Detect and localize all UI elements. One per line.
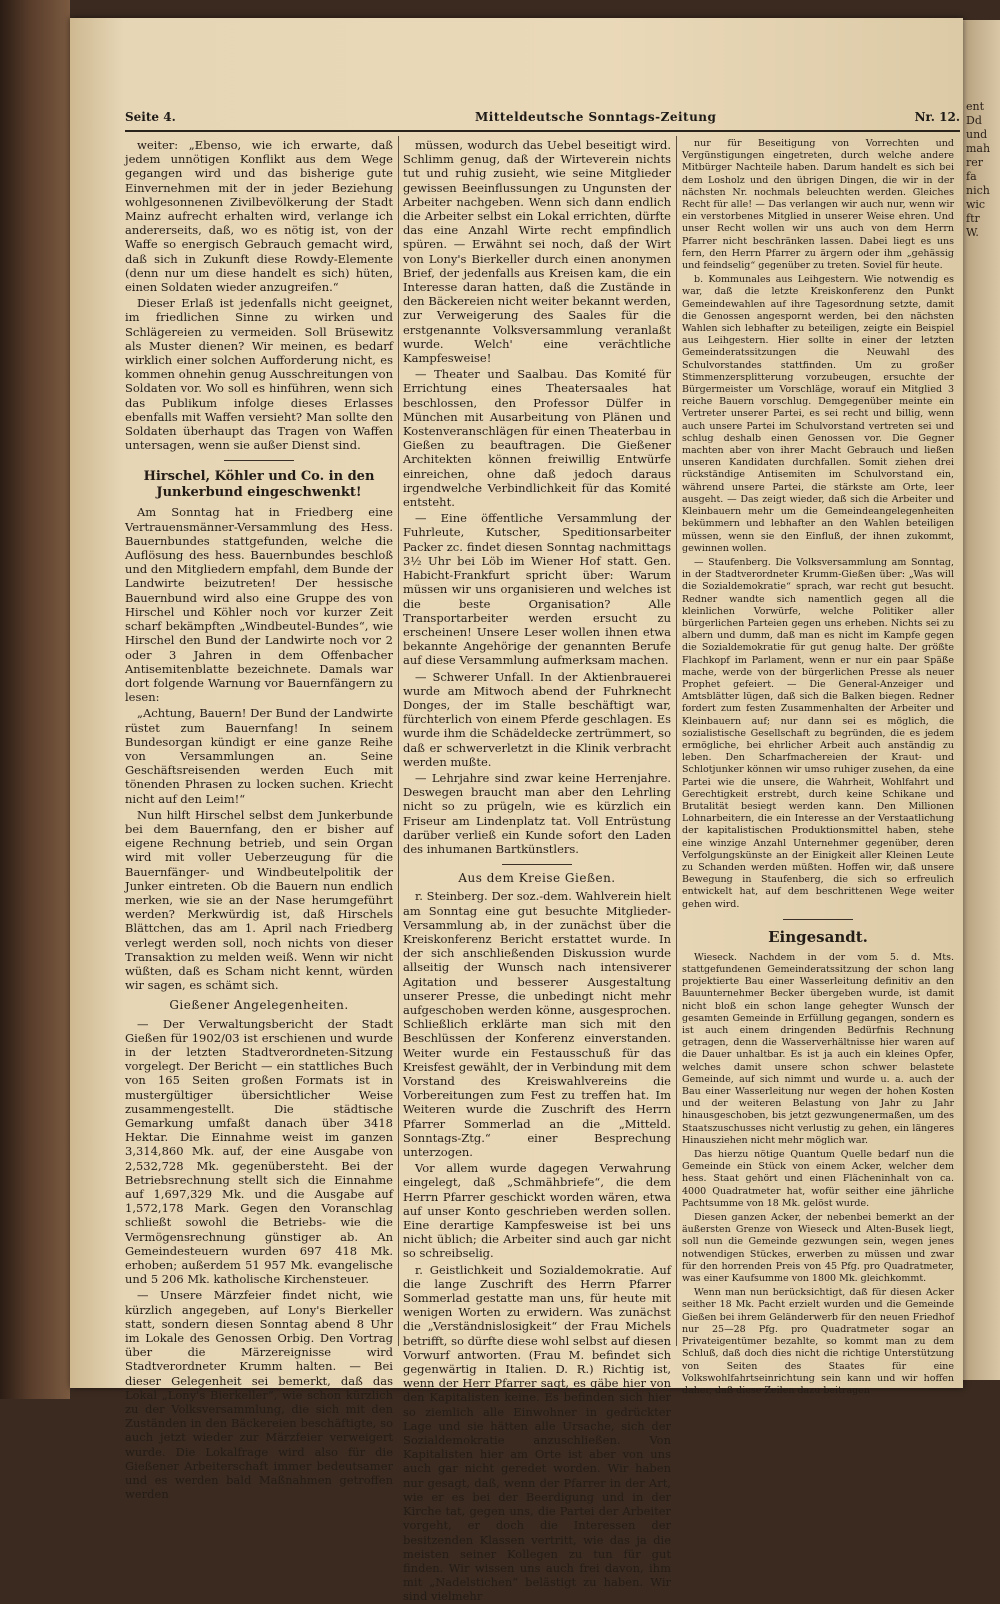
section-headline: Gießener Angelegenheiten. xyxy=(169,998,349,1013)
book-spine xyxy=(0,0,70,1399)
column-2 xyxy=(403,138,671,1604)
paragraph: — Schwerer Unfall. In der Aktienbrauerei wurde am Mitwoch abend der Fuhrknecht Donges, der im Stalle beschäftigt war, fürchterlich von einem Pferde geschlagen. Es wurde ihm die Schädeldecke zertrümmert, so daß er schwerverletzt in die Klinik verbracht werden mußte. xyxy=(403,669,671,769)
newspaper-title: Mitteldeutsche Sonntags-Zeitung xyxy=(475,110,717,124)
fragment: mah xyxy=(966,142,991,155)
column-rule xyxy=(398,136,399,1346)
section-divider xyxy=(502,864,572,865)
paragraph: weiter: „Ebenso, wie ich erwarte, daß jedem unnötigen Konflikt aus dem Wege gegangen wird und das bisherige gute Einvernehmen mit der in jeder Beziehung wohlgesonnenen Zivilbevölkerung der Stadt Mainz aufrecht erhalten wird, verlange ich andererseits, daß, wo es nötig ist, von der Waffe so energisch Gebrauch gemacht wird, daß sich in Zukunft diese Rowdy-Elemente (denn nur um diese handelt es sich) hüten, einen Soldaten wieder anzugreifen.“ xyxy=(125,138,393,295)
section-divider xyxy=(783,919,853,920)
paragraph: Diesen ganzen Acker, der nebenbei bemerkt an der äußersten Grenze von Wieseck und Alten-Busek liegt, soll nun die Gemeinde gezwungen sein, wegen jenes notwendigen Stückes, erwerben zu müssen und zwar für den horrenden Preis von 45 Pfg. pro Quadratmeter, was einer Kaufsumme von 1800 Mk. gleichkommt. xyxy=(682,1212,954,1285)
section-headline: Eingesandt. xyxy=(768,927,868,946)
paragraph: nur für Beseitigung von Vorrechten und Vergünstigungen eingetreten, durch welche andere Mitbürger Nachteile haben. Darum handelt es sich bei dem Losholz und den übrigen Dingen, die wir in der nächsten Nr. nochmals beleuchten werden. Gleiches Recht für alle! — Das verlangen wir auch nur, wenn wir ein verstorbenes Mitglied in unserer Weise ehren. Und unser Recht wollen wir uns auch von dem Herrn Pfarrer nicht beschränken lassen. Dabei liegt es uns fern, den Herrn Pfarrer zu ärgern oder ihm „gehässig und feindselig“ gegenüber zu treten. Soviel für heute. xyxy=(682,138,954,272)
fragment: rer xyxy=(966,156,984,169)
paragraph: Nun hilft Hirschel selbst dem Junkerbunde bei dem Bauernfang, den er bisher auf eigene Rechnung betrieb, und sein Organ wird mit voller Ueberzeugung für die Bauernfänger- und Windbeutelpolitik der Junker eintreten. Ob die Bauern nun endlich merken, wie sie an der Nase herumgeführt werden? Merkwürdig ist, daß Hirschels Blättchen, das am 1. April nach Friedberg verlegt werden soll, noch nichts von dieser Transaktion zu melden weiß. Wenn wir nicht wüßten, daß es Scham nicht kennt, würden wir sagen, es schämt sich. xyxy=(125,807,393,993)
fragment: ent xyxy=(966,100,985,113)
fragment: Dd xyxy=(966,114,982,127)
fragment: ftr xyxy=(966,212,980,225)
paragraph: Das hierzu nötige Quantum Quelle bedarf nun die Gemeinde ein Stück von einem Acker, welcher dem hess. Staat gehört und einen Flächeninhalt von ca. 4000 Quadratmeter hat, wofür seither eine jährliche Pachtsumme von 18 Mk. gelöst wurde. xyxy=(682,1149,954,1209)
issue-number: Nr. 12. xyxy=(914,110,960,124)
column-3 xyxy=(682,138,954,1396)
paragraph: b. Kommunales aus Leihgestern. Wie notwendig es war, daß die letzte Kreiskonferenz den Punkt Gemeindewahlen auf ihre Tagesordnung setzte, damit die Genossen angespornt werden, bei den nächsten Wahlen sich lebhafter zu beteiligen, zeigte ein Beispiel aus Leihgestern. Hier sollte in einer der letzten Gemeinderatssitzungen die Neuwahl des Schulvorstandes stattfinden. Um zu großer Stimmenzersplitterung vorzubeugen, ersuchte der Bürgermeister um Vorschläge, worauf ein Mitglied 3 reiche Bauern vorschlug. Demgegenüber meinte ein Vertreter unserer Partei, es sei recht und billig, wenn auch unsere Partei im Schulvorstand vertreten sei und schlug deshalb einen Genossen vor. Die Gegner machten aber von ihrer Macht Gebrauch und ließen unseren Kandidaten durchfallen. Somit ziehen drei rückständige Antisemiten im Schulvorstand ein, während unsere Partei, die stärkste am Orte, leer ausgeht. — Das zeigt wieder, daß sich die Arbeiter und Kleinbauern mehr um die Gemeindeangelegenheiten bekümmern und lebhafter an den Wahlen beteiligen müssen, wenn sie den Einfluß, der ihnen zukommt, gewinnen wollen. xyxy=(682,274,954,554)
column-1 xyxy=(125,138,393,1502)
paragraph: r. Geistlichkeit und Sozialdemokratie. Auf die lange Zuschrift des Herrn Pfarrer Sommerlad gestatte man uns, für heute mit wenigen Worten zu erwidern. Was zunächst die „Verständnislosigkeit“ der Frau Michels betrifft, so dürfte diese wohl selbst auf diesen Vorwurf antworten. (Frau M. befindet sich gegenwärtig in Italien. D. R.) Richtig ist, wenn der Herr Pfarrer sagt, es gäbe hier von den Kapitalisten keine. Es befinden sich hier so ziemlich alle Einwohner in gedrückter Lage und sie hätten alle Ursache, sich der Sozialdemokratie anzuschließen. Von Kapitalisten hier am Orte ist aber von uns auch gar nicht geredet worden. Wir haben nur gesagt, daß, wenn der Pfarrer in der Art, wie er es bei der Beerdigung und in der Kirche tat, gegen uns, die Partei der Arbeiter vorgeht, er doch die Interessen der besitzenden Klassen vertritt, wie das ja die meisten seiner Kollegen zu tun für gut finden. Wir wissen uns auch frei davon, ihm mit „Nadelstichen“ belästigt zu haben. Wir sind vielmehr xyxy=(403,1262,671,1604)
paragraph: — Lehrjahre sind zwar keine Herrenjahre. Deswegen braucht man aber den Lehrling nicht so zu prügeln, wie es kürzlich ein Friseur am Lindenplatz tat. Voll Entrüstung darüber verließ ein Kunde sofort den Laden des inhumanen Bartkünstlers. xyxy=(403,770,671,856)
paragraph: Dieser Erlaß ist jedenfalls nicht geeignet, im friedlichen Sinne zu wirken und Schlägereien zu vermeiden. Soll Brüsewitz als Muster dienen? Wir meinen, es bedarf wirklich einer solchen Aufforderung nicht, es kommen ohnehin genug Ausschreitungen von Soldaten vor. Wo soll es hinführen, wenn sich das Publikum infolge dieses Erlasses ebenfalls mit Waffen versieht? Man sollte den Soldaten überhaupt das Tragen von Waffen untersagen, wenn sie außer Dienst sind. xyxy=(125,296,393,453)
paragraph: Wieseck. Nachdem in der vom 5. d. Mts. stattgefundenen Gemeinderatssitzung der schon lang projektierte Bau einer Wasserleitung definitiv an den Bauunternehmer Becker übergeben wurde, ist damit nicht bloß ein schon lange gehegter Wunsch der gesamten Gemeinde in Erfüllung gegangen, sondern es ist auch einem dringenden Bedürfnis Rechnung getragen, denn die Wasserverhältnisse hier waren auf die Dauer unhaltbar. Es ist ja auch ein kleines Opfer, welches damit unsere schon schwer belastete Gemeinde, auf sich nimmt und wurde u. a. auch der Bau einer Wasserleitung nur wegen der hohen Kosten und der weiteren Belastung von Jahr zu Jahr hinausgeschoben, bis jetzt gezwungenermaßen, um des Staatszuschusses nicht verlustig zu gehen, ein längeres Hinausziehen nicht mehr möglich war. xyxy=(682,951,954,1146)
fragment: wic xyxy=(966,198,986,211)
paragraph: — Der Verwaltungsbericht der Stadt Gießen für 1902/03 ist erschienen und wurde in der letzten Stadtverordneten-Sitzung vorgelegt. Der Bericht — ein stattliches Buch von 165 Seiten großen Formats ist in mustergültiger übersichtlicher Weise zusammengestellt. Die städtische Gemarkung umfaßt danach über 3418 Hektar. Die Einnahme weist im ganzen 3,314,860 Mk. auf, der eine Ausgabe von 2,532,728 Mk. gegenübersteht. Bei der Betriebsrechnung stellt sich die Einnahme auf 1,697,329 Mk. und die Ausgabe auf 1,572,178 Mark. Gegen den Voranschlag schließt sowohl die Betriebs- wie die Vermögensrechnung günstiger ab. An Gemeindesteuern wurden 697 418 Mk. erhoben; außerdem 51 957 Mk. evangelische und 5 206 Mk. katholische Kirchensteuer. xyxy=(125,1016,393,1287)
fragment: nich xyxy=(966,184,990,197)
adjacent-page-edge xyxy=(960,20,1000,1380)
fragment: fa xyxy=(966,170,977,183)
paragraph: — Theater und Saalbau. Das Komité für Errichtung eines Theatersaales hat beschlossen, den Professor Dülfer in München mit Ausarbeitung von Plänen und Kostenveranschlägen für einen Theaterbau in Gießen zu beauftragen. Die Gießener Architekten können freiwillig Entwürfe einreichen, ohne daß jedoch daraus irgendwelche Verbindlichkeit für das Komité entsteht. xyxy=(403,367,671,510)
page-label: Seite 4. xyxy=(125,110,176,124)
adjacent-page-fragments xyxy=(960,20,1000,240)
section-headline: Aus dem Kreise Gießen. xyxy=(458,871,616,886)
paragraph: „Achtung, Bauern! Der Bund der Landwirte rüstet zum Bauernfang! In seinem Bundesorgan kündigt er eine ganze Reihe von Versammlungen an. Seine Geschäftsreisenden werden Euch mit tönenden Phrasen zu locken suchen. Kriecht nicht auf den Leim!“ xyxy=(125,706,393,806)
paragraph: — Staufenberg. Die Volksversammlung am Sonntag, in der Stadtverordneter Krumm-Gießen über: „Was will die Sozialdemokratie“ sprach, war recht gut besucht. Redner wandte sich namentlich gegen all die kleinlichen Vorwürfe, welche Politiker aller bürgerlichen Parteien gegen uns erheben. Nichts sei zu albern und dumm, daß man es nicht im Kampfe gegen die Sozialdemokratie für gut genug halte. Der größte Flachkopf im Parlament, wenn er nur ein paar Späße mache, werde von der bürgerlichen Presse als neuer Prophet gefeiert. — Die General-Anzeiger und Amtsblätter lügen, daß sich die Balken biegen. Redner fordert zum festen Zusammenhalten der Arbeiter und Kleinbauern auf; nur dann sei es möglich, die sozialistische Gesellschaft zu begründen, die es jedem ermögliche, bei ehrlicher Arbeit auch anständig zu leben. Den Scharfmachereien der Kraut- und Schlotjunker können wir umso ruhiger zusehen, da eine Partei wie die unsere, die Wahrheit, Wohlfahrt und Gerechtigkeit erstrebt, durch keine Schikane und Brutalität besiegt werden kann. Den Millionen Lohnarbeitern, die ein Interesse an der Verstaatlichung der kapitalistischen Produktionsmittel haben, stehe eine winzige Anzahl Unternehmer gegenüber, deren Verfolgungskünste an der Einigkeit aller Kleinen Leute zu Schanden werden müßten. Hoffen wir, daß unsere Bewegung in Staufenberg, die sich so erfreulich entwickelt hat, auf dem beschrittenen Wege weiter gehen wird. xyxy=(682,556,954,910)
fragment: W. xyxy=(966,226,979,239)
paragraph: Am Sonntag hat in Friedberg eine Vertrauensmänner-Versammlung des Hess. Bauernbundes stattgefunden, welche die Auflösung des hess. Bauernbundes beschloß und den Mitgliedern empfahl, dem Bunde der Landwirte beizutreten! Der hessische Bauernbund wird also eine Gruppe des von Hirschel und Köhler noch vor kurzer Zeit scharf bekämpften „Windbeutel-Bundes“, wie Hirschel den Bund der Landwirte noch vor 2 oder 3 Jahren in dem Offenbacher Antisemitenblatte bezeichnete. Damals war dort folgende Warnung vor Bauernfängern zu lesen: xyxy=(125,505,393,705)
paragraph: Wenn man nun berücksichtigt, daß für diesen Acker seither 18 Mk. Pacht erzielt wurden und die Gemeinde Gießen bei ihrem Geländerwerb für den neuen Friedhof nur 25—28 Pfg. pro Quadratmeter sogar an Privateigentümer bezahlte, so kommt man zu dem Schluß, daß doch dies nicht die richtige Unterstützung von Seiten des Staates für eine Volkswohlfahrtseinrichtung sein kann und wir hoffen daher, daß diese Zeilen dazu beitragen xyxy=(682,1287,954,1396)
section-divider xyxy=(224,460,294,461)
header-rule xyxy=(125,130,960,132)
page-header xyxy=(125,110,960,126)
column-rule xyxy=(676,136,677,1346)
paragraph: — Unsere Märzfeier findet nicht, wie kürzlich angegeben, auf Lony's Bierkeller statt, sondern diesen Sonntag abend 8 Uhr im Lokale des Genossen Orbig. Den Vortrag über die Märzereignisse wird Stadtverordneter Krumm halten. — Bei dieser Gelegenheit sei bemerkt, daß das Lokal „Lony's Bierkeller“, wie schon kürzlich zu der Volksversammlung, die sich mit den Zuständen in den Bäckereien beschäftigte, so auch jetzt wieder zur Märzfeier verweigert wurde. Die Lokalfrage wird also für die Gießener Arbeiterschaft immer bedeutsamer und es werden bald Maßnahmen getroffen werden xyxy=(125,1288,393,1502)
newspaper-page xyxy=(70,18,963,1604)
paragraph: r. Steinberg. Der soz.-dem. Wahlverein hielt am Sonntag eine gut besuchte Mitglieder-Versammlung ab, in der zunächst über die Kreiskonferenz Bericht erstattet wurde. In der sich anschließenden Diskussion wurde allseitig der Wunsch nach intensiverer Agitation und besserer Ausgestaltung unserer Presse, die unbedingt nicht mehr aufgeschoben werden könne, ausgesprochen. Schließlich erklärte man sich mit den Beschlüssen der Konferenz einverstanden. Weiter wurde ein Festausschuß für das Kreisfest gewählt, der in Verbindung mit dem Vorstand des Kreiswahlvereins die Vorbereitungen zum Fest zu treffen hat. Im Weiteren wurde die Zuschrift des Herrn Pfarrer Sommerlad an die „Mitteld. Sonntags-Ztg.“ einer Besprechung unterzogen. xyxy=(403,889,671,1160)
paragraph: Vor allem wurde dagegen Verwahrung eingelegt, daß „Schmähbriefe“, die dem Herrn Pfarrer geschickt worden wären, etwa auf unser Konto geschrieben werden sollen. Eine derartige Kampfesweise ist bei uns nicht üblich; die Arbeiter sind auch gar nicht so schreibselig. xyxy=(403,1161,671,1261)
paragraph: — Eine öffentliche Versammlung der Fuhrleute, Kutscher, Speditionsarbeiter Packer zc. findet diesen Sonntag nachmittags 3½ Uhr bei Löb im Wiener Hof statt. Gen. Habicht-Frankfurt spricht über: Warum müssen wir uns organisieren und welches ist die beste Organisation? Alle Transportarbeiter werden ersucht zu erscheinen! Unsere Leser wollen ihnen etwa bekannte Angehörige der genannten Berufe auf diese Versammlung aufmerksam machen. xyxy=(403,511,671,668)
fragment: und xyxy=(966,128,988,141)
article-headline: Hirschel, Köhler und Co. in den Junkerbund eingeschwenkt! xyxy=(143,469,375,501)
paragraph: müssen, wodurch das Uebel beseitigt wird. Schlimm genug, daß der Wirteverein nichts tut und ruhig zusieht, wie seine Mitglieder gewissen Beeinflussungen zu Ungunsten der Arbeiter nachgeben. Wenn sich dann endlich die Arbeiter selbst ein Lokal errichten, dürfte das eine Anzahl Wirte recht empfindlich spüren. — Erwähnt sei noch, daß der Wirt von Lony's Bierkeller durch einen anonymen Brief, der jedenfalls aus Kreisen kam, die ein Interesse daran hatten, daß die Zustände in den Bäckereien nicht weiter bekannt werden, zur Verweigerung des Saales für die erstgenannte Volksversammlung veranlaßt wurde. Welch' eine verächtliche Kampfesweise! xyxy=(403,138,671,366)
